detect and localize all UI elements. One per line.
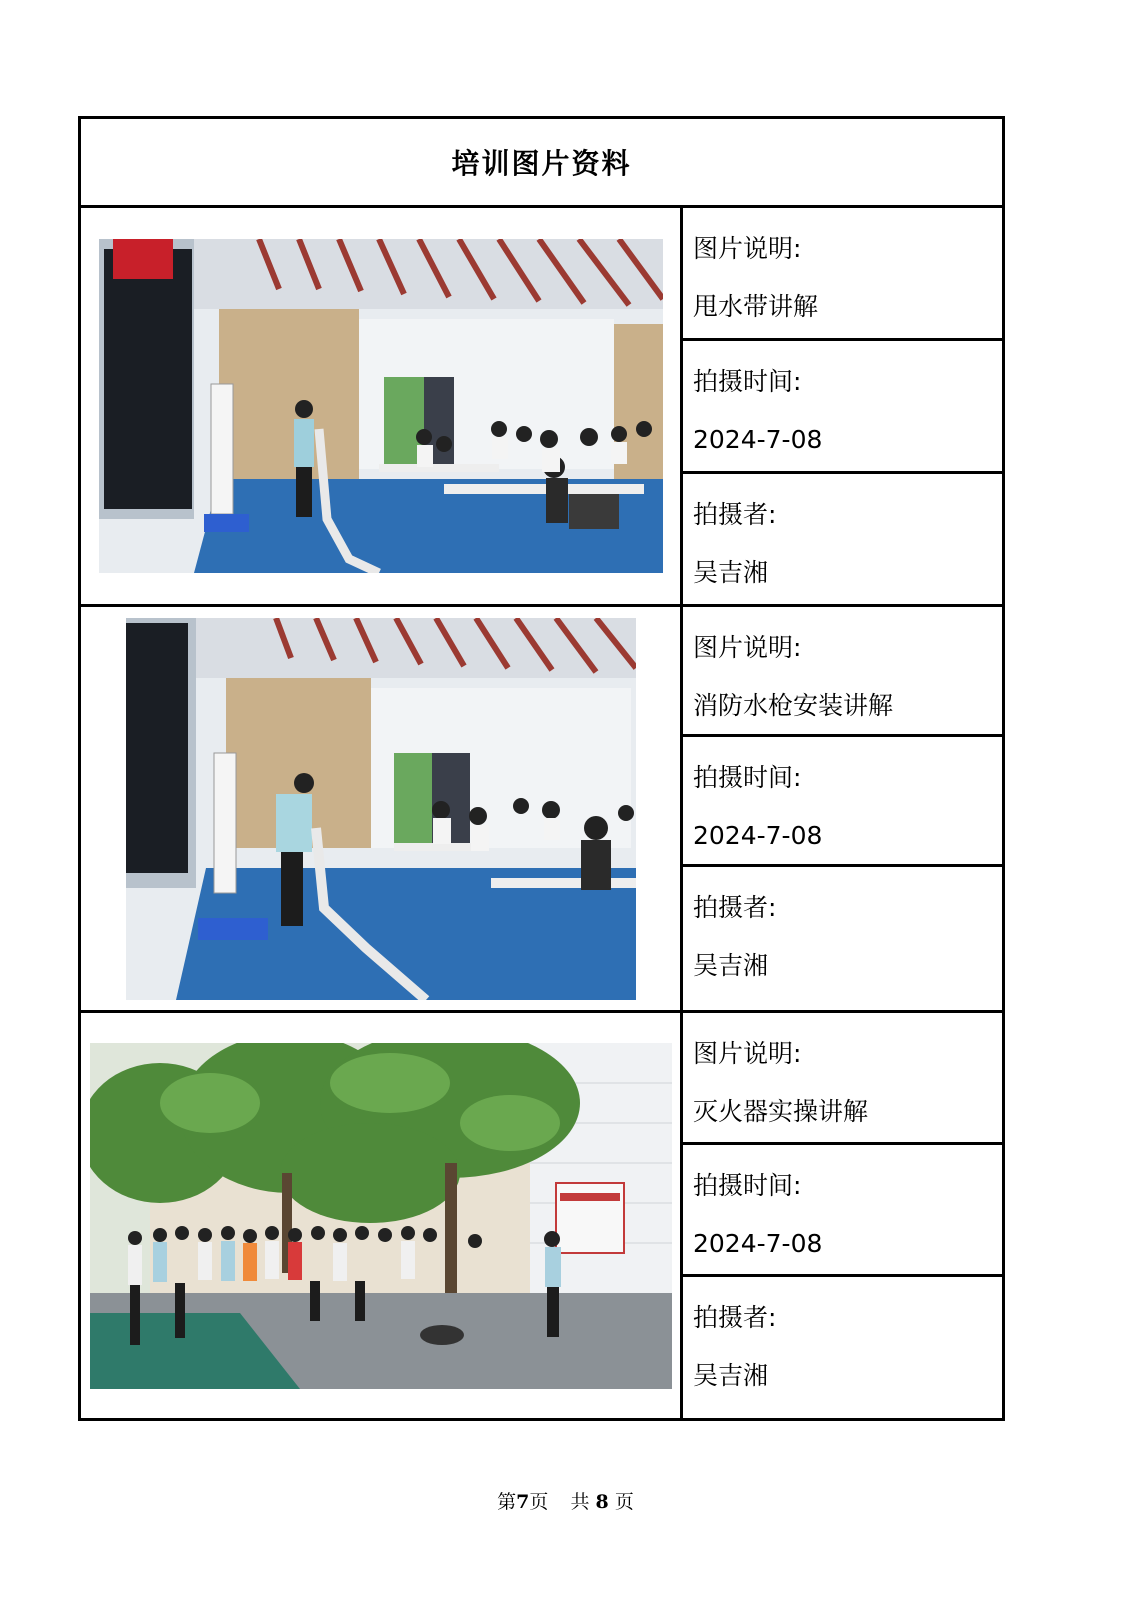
time-value: 2024-7-08	[693, 1229, 823, 1258]
page-num: 7	[516, 1491, 530, 1513]
time-value: 2024-7-08	[693, 821, 823, 850]
desc-label: 图片说明:	[693, 1039, 802, 1068]
photo-cell-3	[80, 1012, 682, 1420]
page-prefix: 第	[497, 1491, 517, 1513]
total-prefix: 共	[570, 1491, 590, 1513]
author-value: 吴吉湘	[693, 951, 769, 980]
time-cell-3	[682, 1144, 1004, 1276]
total-suffix: 页	[614, 1491, 634, 1513]
author-value: 吴吉湘	[693, 1361, 769, 1390]
classroom-photo-2	[126, 618, 636, 1000]
time-label: 拍摄时间:	[693, 367, 802, 396]
desc-value: 消防水枪安装讲解	[693, 691, 894, 720]
desc-value: 甩水带讲解	[693, 292, 819, 321]
photo-cell-1	[80, 207, 682, 606]
courtyard-photo	[90, 1043, 672, 1389]
time-label: 拍摄时间:	[693, 1171, 802, 1200]
time-label: 拍摄时间:	[693, 763, 802, 792]
page-suffix: 页	[529, 1491, 549, 1513]
author-cell-1	[682, 473, 1004, 606]
author-label: 拍摄者:	[693, 1303, 777, 1332]
page-number	[497, 1491, 548, 1513]
time-cell-2	[682, 736, 1004, 866]
classroom-photo-1	[99, 239, 663, 573]
desc-cell-1	[682, 207, 1004, 340]
time-cell-1	[682, 340, 1004, 473]
page-total	[570, 1491, 633, 1513]
author-cell-3	[682, 1276, 1004, 1420]
table-title: 培训图片资料	[80, 118, 1004, 207]
desc-value: 灭火器实操讲解	[693, 1097, 869, 1126]
desc-label: 图片说明:	[693, 633, 802, 662]
author-value: 吴吉湘	[693, 558, 769, 587]
time-value: 2024-7-08	[693, 425, 823, 454]
total-num: 8	[595, 1491, 609, 1513]
photo-table	[78, 116, 1005, 1421]
desc-label: 图片说明:	[693, 234, 802, 263]
desc-cell-2	[682, 606, 1004, 736]
author-label: 拍摄者:	[693, 500, 777, 529]
author-label: 拍摄者:	[693, 893, 777, 922]
page-footer	[0, 1487, 1131, 1514]
author-cell-2	[682, 866, 1004, 1012]
desc-cell-3	[682, 1012, 1004, 1144]
photo-cell-2	[80, 606, 682, 1012]
